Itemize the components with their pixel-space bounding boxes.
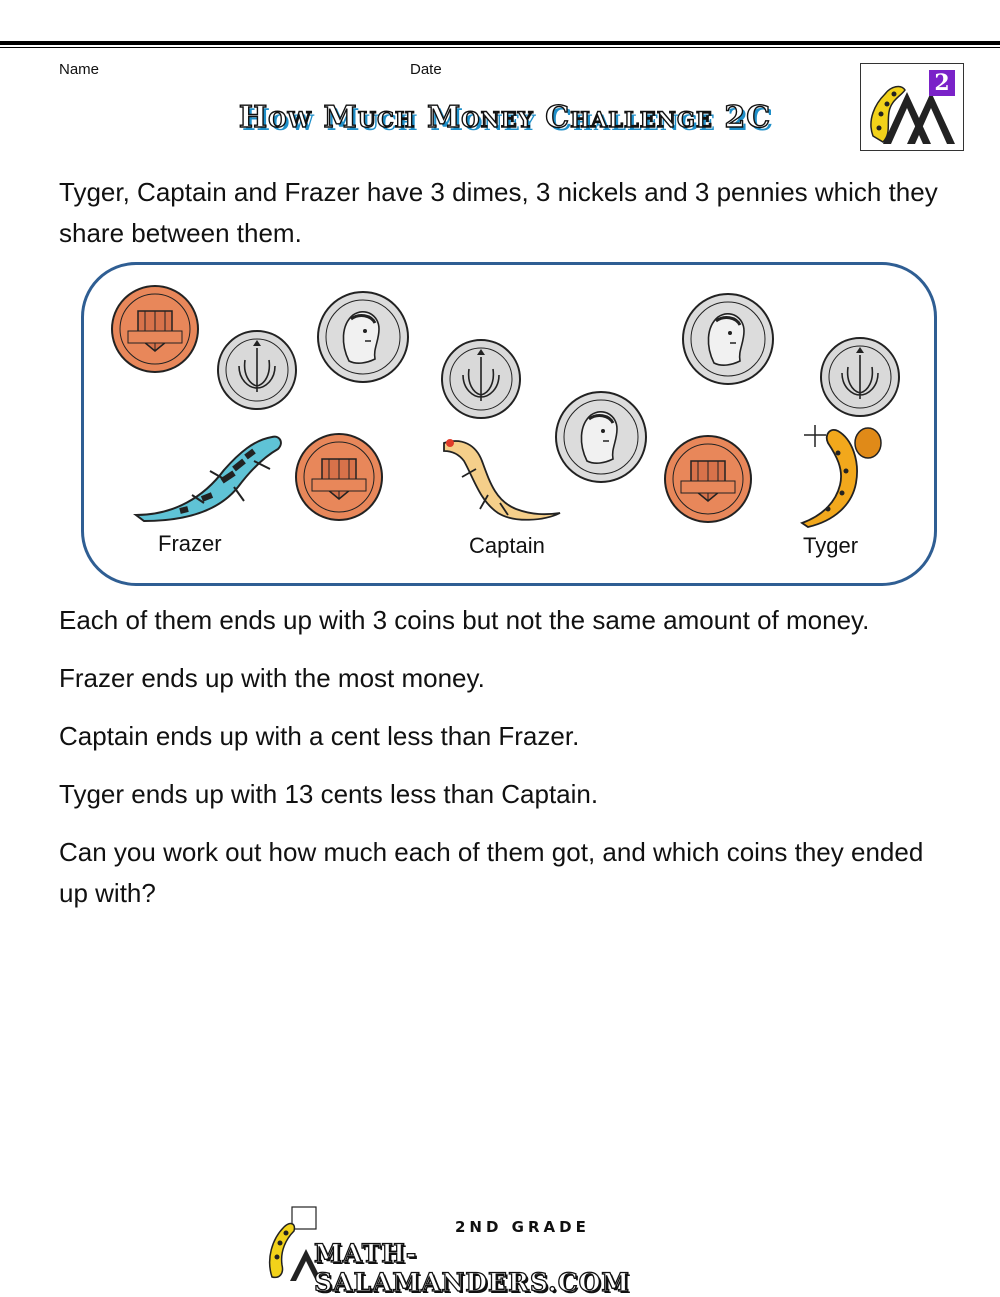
dime-coin-2	[442, 340, 520, 418]
captain-label: Captain	[469, 533, 545, 558]
dime-coin-3	[821, 338, 899, 416]
clue-2: Frazer ends up with the most money.	[59, 663, 485, 693]
nickel-coin-1	[318, 292, 408, 382]
frazer-label: Frazer	[158, 531, 222, 556]
footer-grade: 2ND GRADE	[455, 1218, 590, 1236]
clue-3: Captain ends up with a cent less than Frazer.	[59, 721, 580, 751]
name-label: Name	[59, 61, 100, 78]
coin-illustration-panel	[81, 262, 937, 586]
date-label: Date	[410, 61, 442, 78]
footer-site: MATH-SALAMANDERS.COM	[314, 1239, 631, 1297]
penny-coin-3	[665, 436, 751, 522]
nickel-coin-3	[683, 294, 773, 384]
footer-salamander-icon	[262, 1203, 322, 1283]
page-title: How Much Money Challenge 2C	[238, 100, 772, 135]
footer-logo	[262, 1203, 732, 1297]
tyger-salamander-icon	[802, 425, 881, 527]
penny-coin-1	[112, 286, 198, 372]
tyger-label: Tyger	[803, 533, 859, 558]
grade-badge: 2	[929, 70, 955, 96]
clue-1: Each of them ends up with 3 coins but not the same amount of money.	[59, 605, 870, 635]
frazer-salamander-icon	[136, 437, 281, 521]
captain-salamander-icon	[444, 439, 560, 520]
intro-text: Tyger, Captain and Frazer have 3 dimes, 3 nickels and 3 pennies which they share between them.	[59, 177, 938, 248]
clue-4: Tyger ends up with 13 cents less than Captain.	[59, 779, 599, 809]
grade-logo	[860, 63, 964, 151]
question-text: Can you work out how much each of them got, and which coins they ended up with?	[59, 837, 924, 908]
nickel-coin-2	[556, 392, 646, 482]
top-rule-thin	[0, 47, 1000, 48]
top-rule	[0, 41, 1000, 45]
penny-coin-2	[296, 434, 382, 520]
dime-coin-1	[218, 331, 296, 409]
